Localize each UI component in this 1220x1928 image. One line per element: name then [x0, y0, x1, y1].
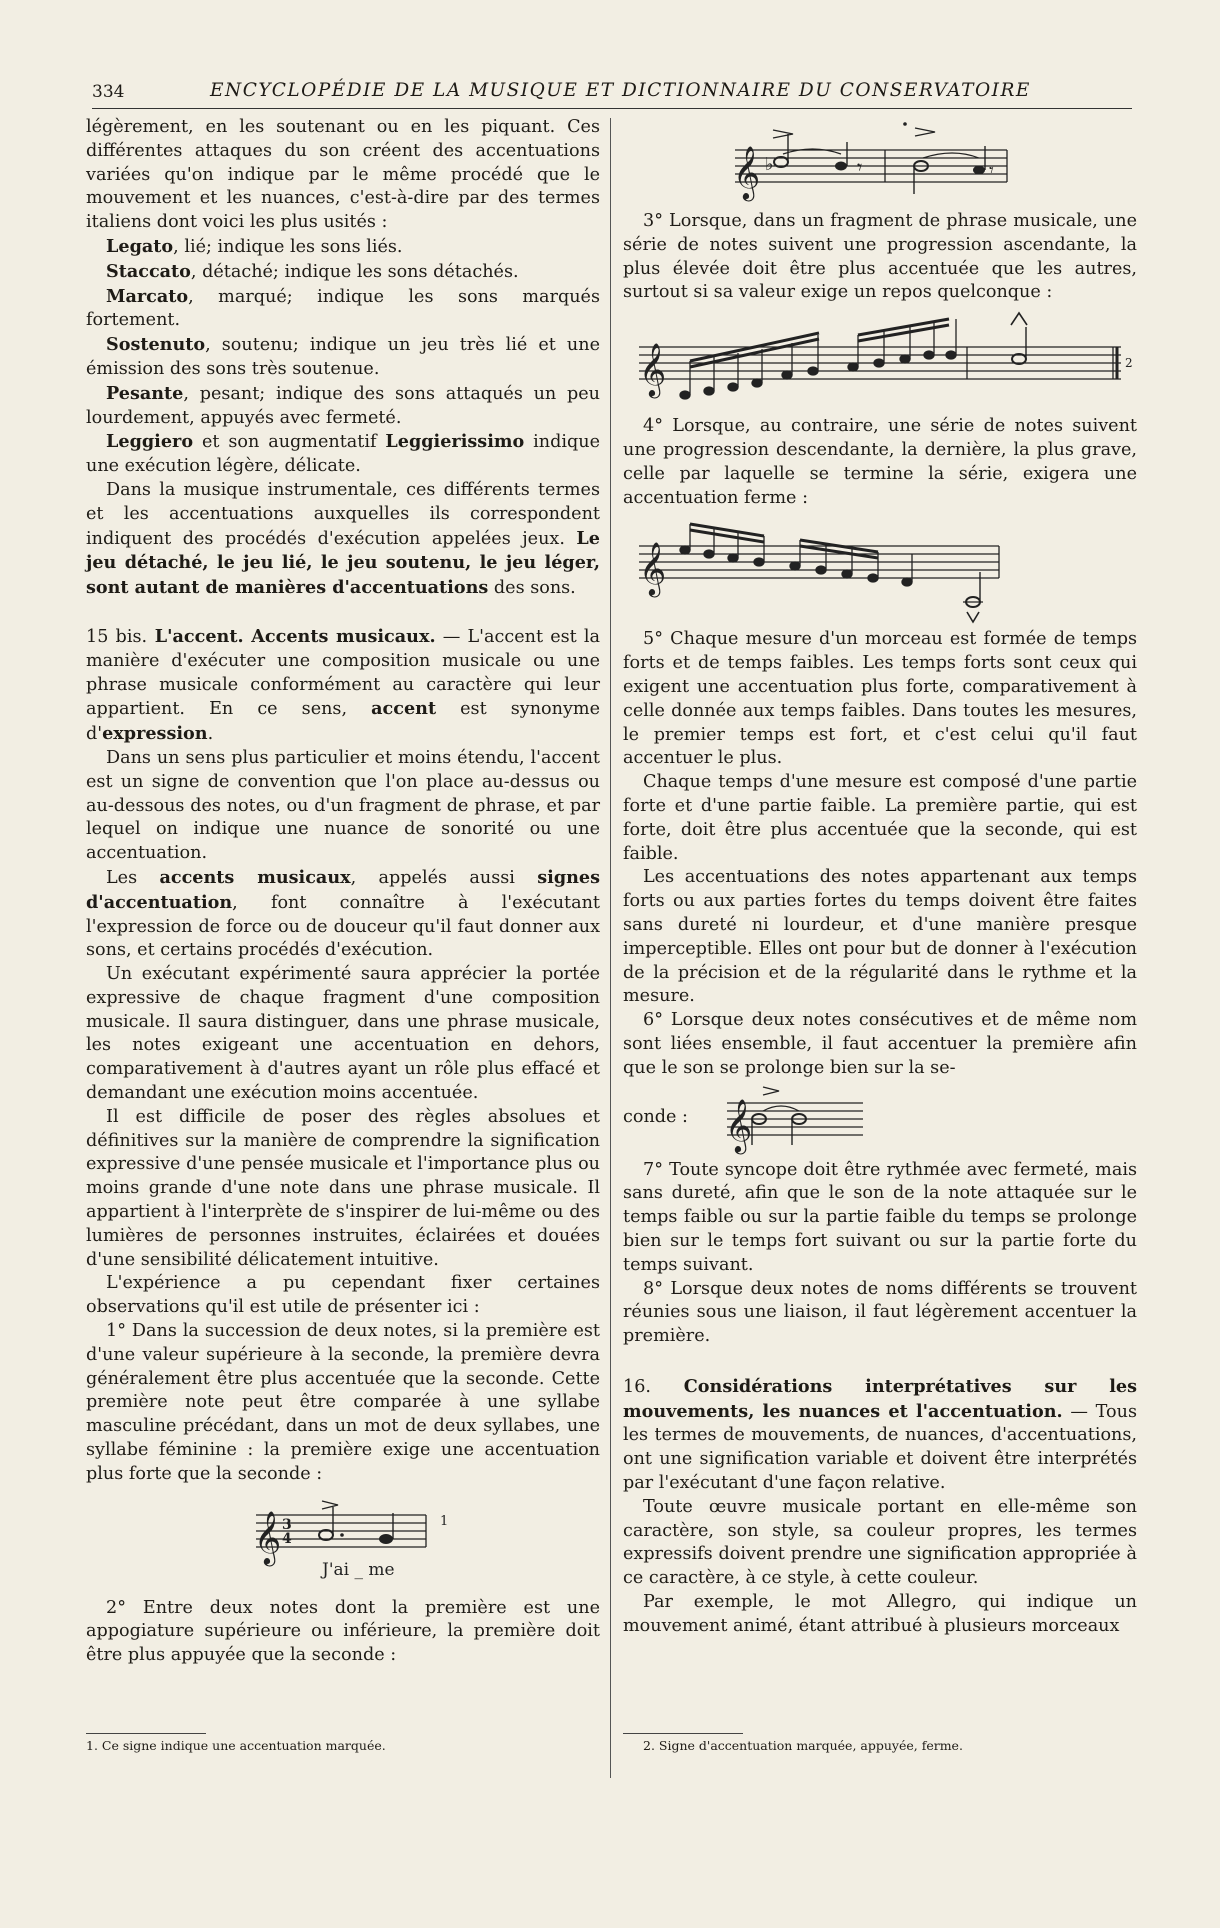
section-number: 15 bis.: [86, 626, 148, 647]
term-pesante: [86, 382, 600, 431]
text-run: — L'accent est la manière d'exécuter une composition musicale ou une phrase musicale conformément au caractère qui leur appartient. En ce sens,: [86, 626, 600, 720]
staff-figure: [623, 1081, 1137, 1159]
music-example-2: [623, 116, 1137, 210]
paragraph-rule-3: 3° Lorsque, dans un fragment de phrase musicale, une série de notes suivent une progression ascendante, la plus élevée doit être plus accentuée que les autres, surtout si sa valeur exige un repos quelconque :: [623, 211, 1137, 303]
term-definition: , lié; indique les sons liés.: [173, 236, 403, 257]
paragraph-chaque-temps: Chaque temps d'une mesure est composé d'une partie forte et d'une partie faible. La première partie, qui est forte, doit être plus accentuée que la seconde, qui est faible.: [623, 772, 1137, 864]
paragraph-rule-4: 4° Lorsque, au contraire, une série de notes suivent une progression descendante, la dernière, la plus grave, celle par laquelle se termine la série, exigera une accentuation ferme :: [623, 416, 1137, 508]
text-run: , appelés aussi: [350, 867, 538, 888]
paragraph-sens: Dans un sens plus particulier et moins étendu, l'accent est un signe de convention que l'on place au-dessus ou au-dessous des notes, ou d'un fragment de phrase, et par lequel on indique une nuance de sonorité ou une accentuation.: [86, 747, 600, 864]
svg-text:3: 3: [282, 1516, 292, 1533]
term-connector: et son augmentatif: [193, 432, 386, 453]
paragraph-accents: [86, 866, 600, 963]
right-column: [623, 116, 1137, 1639]
term-legato: [86, 235, 600, 260]
footnote-mark: 2: [1125, 356, 1133, 371]
paragraph-experience: L'expérience a pu cependant fixer certaines observations qu'il est utile de présenter ici :: [86, 1273, 600, 1318]
svg-text:𝄞: 𝄞: [639, 541, 667, 596]
paragraph-accentuations: Les accentuations des notes appartenant aux temps forts ou aux parties fortes du temps doivent être faites sans dureté ni lourdeur, et d'une manière presque imperceptible. Elles ont pour but de donner à l'exécution de la précision et de la régularité dans le rythme et la mesure.: [623, 867, 1137, 1007]
term-name: Leggiero: [106, 431, 194, 453]
term-definition: , détaché; indique les sons détachés.: [190, 261, 519, 282]
term-name: Pesante: [106, 382, 184, 404]
svg-text:𝄞: 𝄞: [639, 342, 667, 397]
paragraph-attaques: légèrement, en les soutenant ou en les piquant. Ces différentes attaques du son créent des accentuations variées qu'on indique par le même procédé que le mouvement et les nuances, c'est-à-dire par des termes italiens dont voici les plus usités :: [86, 117, 600, 233]
footnote-mark: 1: [440, 1513, 449, 1529]
text-run: Les: [106, 867, 160, 888]
svg-text:♭: ♭: [765, 154, 774, 175]
term-marcato: [86, 285, 600, 334]
paragraph-rule-2: 2° Entre deux notes dont la première est une appogiature supérieure ou inférieure, la première doit être plus appuyée que la seconde :: [86, 1597, 600, 1666]
term-definition: indique une exécution légère, délicate.: [86, 432, 600, 477]
section-15-bis: [86, 625, 600, 747]
lyric: J'ai _ me: [322, 1559, 395, 1580]
term-name: Leggierissimo: [385, 431, 525, 453]
bold-run: expression: [102, 723, 208, 745]
term-staccato: [86, 260, 600, 285]
staff-figure: [623, 305, 1137, 415]
text-run: , font connaître à l'exécutant l'expression de force ou de douceur qu'il faut donner aux sons, et certains procédés d'exécution.: [86, 892, 600, 961]
running-header: [92, 78, 1132, 109]
svg-text:𝄞: 𝄞: [733, 145, 761, 199]
text-run: Dans la musique instrumentale, ces différents termes et les accentuations auxquelles ils correspondent indiquent des procédés d'exécution appelées jeux.: [86, 479, 600, 549]
text-run: — Tous les termes de mouvements, de nuances, d'accentuations, ont une signification variable et doivent être interprétés par l'exécutant d'une façon relative.: [623, 1401, 1137, 1494]
term-name: Legato: [106, 235, 174, 257]
paragraph-rule-5: 5° Chaque mesure d'un morceau est formée de temps forts et de temps faibles. Les temps forts sont ceux qui exigent une accentuation plus forte, comparativement à celle donnée aux temps faibles. Dans toutes les mesures, le premier temps est fort, et c'est celui qu'il faut accentuer le plus.: [623, 629, 1137, 769]
term-definition: , marqué; indique les sons marqués fortement.: [86, 286, 600, 331]
term-definition: , pesant; indique des sons attaqués un peu lourdement, appuyés avec fermeté.: [86, 383, 600, 428]
footnote-rule: [86, 1733, 206, 1734]
section-title: L'accent. Accents musicaux.: [147, 625, 436, 647]
text-run: des sons.: [488, 578, 576, 599]
left-column: [86, 116, 600, 1668]
term-sostenuto: [86, 333, 600, 382]
paragraph-rule-6-end: conde :: [623, 1106, 688, 1127]
section-16: [623, 1375, 1137, 1496]
bold-run: accents musicaux: [159, 866, 351, 888]
text-run: .: [207, 724, 214, 745]
paragraph-difficile: Il est difficile de poser des règles absolues et définitives sur la manière de comprendre la signification expressive d'une pensée musicale et l'importance plus ou moins grande d'une note dans une phrase musicale. Il appartient à l'interprète de s'inspirer de lui-même ou des lumières de personnes instruites, éclairées et douées d'une sensibilité délicatement intuitive.: [86, 1106, 600, 1270]
paragraph-oeuvre: Toute œuvre musicale portant en elle-même son caractère, son style, sa couleur propres, les termes expressifs doivent prendre une signification appropriée à ce caractère, à ce style, à cette couleur.: [623, 1496, 1137, 1589]
term-name: Staccato: [106, 260, 191, 282]
music-example-4: [623, 510, 1137, 628]
paragraph-instrumentale: [86, 479, 600, 601]
paragraph-rule-7: 7° Toute syncope doit être rythmée avec fermeté, mais sans dureté, afin que le son de la note attaquée sur le temps faible ou sur la partie faible du temps se prolonge bien sur le temps fort suivant ou sur la partie forte du temps suivant.: [623, 1159, 1137, 1275]
staff-figure: [86, 1487, 600, 1597]
section-title: Considérations interprétatives sur les mouvements, les nuances et l'accentuation.: [623, 1375, 1137, 1422]
svg-text:𝄾: 𝄾: [989, 160, 994, 181]
music-example-3: [623, 305, 1137, 415]
footnote-1: 1. Ce signe indique une accentuation marquée.: [86, 1738, 386, 1753]
bold-run: Le jeu détaché, le jeu lié, le jeu soutenu, le jeu léger, sont autant de manières d'accentuations: [86, 527, 600, 599]
running-title: ENCYCLOPÉDIE DE LA MUSIQUE ET DICTIONNAIRE DU CONSERVATOIRE: [210, 80, 1031, 101]
term-name: Sostenuto: [106, 334, 206, 356]
paragraph-executant: Un exécutant expérimenté saura apprécier la portée expressive de chaque fragment d'une composition musicale. Il saura distinguer, dans une phrase musicale, les notes exigeant une accentuation en dehors, comparativement à d'autres ayant un rôle plus effacé et demandant une exécution moins accentuée.: [86, 964, 600, 1104]
bold-run: accent: [371, 698, 437, 720]
paragraph-exemple: Par exemple, le mot Allegro, qui indique un mouvement animé, étant attribué à plusieurs morceaux: [623, 1592, 1137, 1636]
term-name: Marcato: [106, 285, 189, 307]
term-leggiero: [86, 430, 600, 479]
svg-text:𝄞: 𝄞: [725, 1097, 753, 1152]
staff-figure: [623, 510, 1137, 628]
term-definition: , soutenu; indique un jeu très lié et une émission des sons très soutenue.: [86, 335, 600, 379]
page-number: 334: [92, 82, 125, 102]
svg-text:𝄾: 𝄾: [857, 155, 863, 179]
column-rule: [610, 118, 611, 1778]
svg-text:𝄞: 𝄞: [254, 1509, 282, 1564]
music-example-1: [86, 1487, 600, 1597]
text-run: est synonyme d': [86, 699, 600, 745]
footnote-2: 2. Signe d'accentuation marquée, appuyée, ferme.: [643, 1738, 963, 1753]
paragraph-rule-6: 6° Lorsque deux notes consécutives et de même nom sont liées ensemble, il faut accentuer la première afin que le son se prolonge bien sur la se-: [623, 1010, 1137, 1078]
footnote-rule: [623, 1733, 743, 1734]
paragraph-rule-8: 8° Lorsque deux notes de noms différents se trouvent réunies sous une liaison, il faut légèrement accentuer la première.: [623, 1278, 1137, 1347]
music-example-6: [623, 1081, 1137, 1159]
bold-run: signes d'accentuation: [86, 866, 601, 913]
staff-figure: [623, 116, 1137, 210]
svg-text:4: 4: [282, 1530, 292, 1547]
section-number: 16.: [623, 1376, 651, 1397]
paragraph-rule-1: 1° Dans la succession de deux notes, si la première est d'une valeur supérieure à la seconde, la première devra généralement être plus accentuée que la seconde. Cette première note peut être comparée à une syllabe masculine précédant, dans un mot de deux syllabes, une syllabe féminine : la première exige une accentuation plus forte que la seconde :: [86, 1321, 600, 1484]
